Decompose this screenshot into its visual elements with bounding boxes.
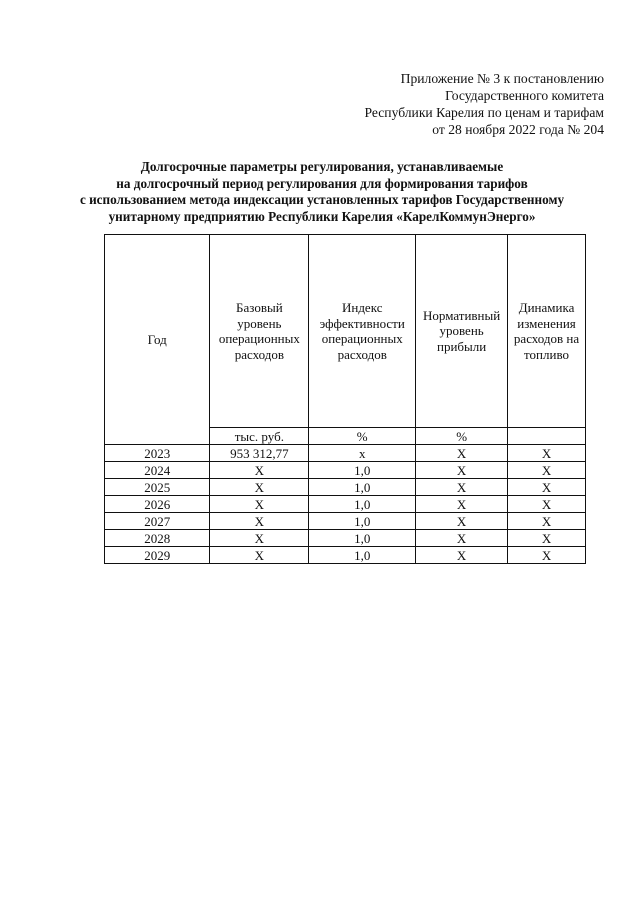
title-line: унитарному предприятию Республики Карелия «КарелКоммунЭнерго»	[108, 208, 536, 224]
table-cell: X	[416, 530, 508, 547]
table-cell: X	[508, 547, 586, 564]
unit-cell: %	[309, 428, 416, 445]
table-row	[105, 496, 586, 513]
unit-cell: %	[416, 428, 508, 445]
table-row	[105, 445, 586, 462]
unit-cell: тыс. руб.	[210, 428, 309, 445]
table-cell: X	[416, 462, 508, 479]
year-cell: 2023	[105, 445, 210, 462]
table-row	[105, 547, 586, 564]
header-efficiency-index: Индекс эффективности операционных расходов	[309, 235, 416, 428]
table-cell: X	[416, 513, 508, 530]
table-cell: X	[508, 479, 586, 496]
year-cell: 2027	[105, 513, 210, 530]
table-row	[105, 462, 586, 479]
header-fuel-cost-dynamics: Динамика изменения расходов на топливо	[508, 235, 586, 428]
table-cell: X	[416, 547, 508, 564]
table-cell: 1,0	[309, 513, 416, 530]
table-cell: X	[210, 462, 309, 479]
table-cell: X	[210, 513, 309, 530]
table-cell: X	[210, 479, 309, 496]
table-cell: X	[508, 513, 586, 530]
year-cell: 2026	[105, 496, 210, 513]
year-cell: 2025	[105, 479, 210, 496]
header-row	[105, 235, 586, 428]
table-row	[105, 530, 586, 547]
table-cell: X	[210, 530, 309, 547]
year-cell: 2028	[105, 530, 210, 547]
title-line: на долгосрочный период регулирования для формирования тарифов	[116, 175, 528, 191]
header-profit-level: Нормативный уровень прибыли	[416, 235, 508, 428]
table-cell: 1,0	[309, 462, 416, 479]
table-cell: X	[508, 530, 586, 547]
table-cell: X	[508, 445, 586, 462]
appendix-note	[365, 70, 604, 138]
unit-cell	[508, 428, 586, 445]
document-title	[60, 159, 584, 225]
header-base-opex: Базовый уровень операционных расходов	[210, 235, 309, 428]
table-cell: x	[309, 445, 416, 462]
header-year: Год	[105, 235, 210, 445]
table-cell: X	[416, 445, 508, 462]
appendix-line: Республики Карелия по ценам и тарифам	[364, 105, 604, 120]
title-line: с использованием метода индексации установленных тарифов Государственному	[79, 192, 565, 207]
table-cell: X	[210, 496, 309, 513]
appendix-line: Приложение № 3 к постановлению	[400, 71, 604, 86]
appendix-line: Государственного комитета	[445, 88, 604, 103]
year-cell: 2029	[105, 547, 210, 564]
table-cell: 1,0	[309, 547, 416, 564]
table-cell: 1,0	[309, 530, 416, 547]
table-cell: X	[508, 462, 586, 479]
parameters-table	[104, 234, 586, 564]
appendix-line: от 28 ноября 2022 года № 204	[432, 122, 604, 137]
table-cell: X	[416, 496, 508, 513]
year-cell: 2024	[105, 462, 210, 479]
title-line: Долгосрочные параметры регулирования, устанавливаемые	[140, 159, 504, 174]
table-cell: 1,0	[309, 496, 416, 513]
table-cell: X	[210, 547, 309, 564]
table-cell: X	[416, 479, 508, 496]
table-row	[105, 479, 586, 496]
table-cell: 953 312,77	[210, 445, 309, 462]
table-cell: 1,0	[309, 479, 416, 496]
table-row	[105, 513, 586, 530]
table-cell: X	[508, 496, 586, 513]
